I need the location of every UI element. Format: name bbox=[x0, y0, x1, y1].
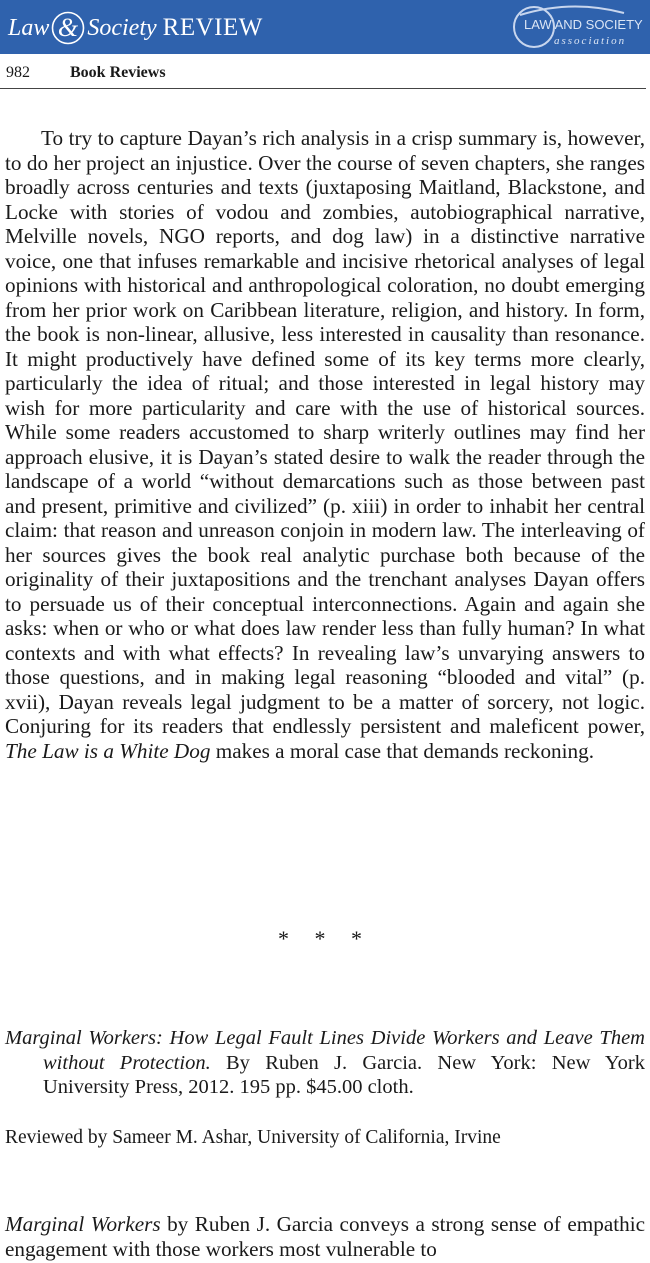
book-citation bbox=[5, 1026, 645, 1100]
journal-title-law: Law bbox=[8, 14, 50, 41]
paragraph-text-a: To try to capture Dayan’s rich analysis in a crisp summary is, however, to do her project an injustice. Over the course of seven chapters, she ranges broadly across centuries and texts (juxtaposing Maitland, Blackstone, and Locke with stories of vodou and zombies, autobiographical narrative, Melville novels, NGO reports, and dog law) in a distinctive narrative voice, one that infuses remarkable and incisive rhetorical analyses of legal opinions with historical and anthropological coloration, no doubt emerging from her prior work on Caribbean literature, religion, and history. In form, the book is non-linear, allusive, less interested in causality than resonance. It might productively have defined some of its key terms more clearly, particularly the idea of ritual; and those interested in legal history may wish for more particularity and care with the use of historical sources. While some readers accustomed to sharp writerly outlines may find her approach elusive, it is Dayan’s stated desire to walk the reader through the landscape of a world “without demarcations such as those between past and present, primitive and civilized” (p. xiii) in order to inhabit her central claim: that reason and unreason conjoin in modern law. The interleaving of her sources gives the book real analytic purchase both because of the originality of their juxtapositions and the trenchant analyses Dayan offers to persuade us of their conceptual interconnections. Again and again she asks: when or who or what does law render less than fully human? In what contexts and with what effects? In revealing law’s unvarying answers to those questions, and in making legal reasoning “blooded and vital” (p. xvii), Dayan reveals legal judgment to be a matter of sorcery, not logic. Conjuring for its readers that endlessly persistent and maleficent power, bbox=[5, 126, 645, 738]
running-head bbox=[6, 64, 644, 82]
journal-title-society: Society bbox=[87, 14, 157, 41]
citation-details: By Ruben J. Garcia. New York: New York University Press, 2012. 195 pp. $45.00 cloth. bbox=[43, 1051, 645, 1098]
review-paragraph bbox=[5, 126, 645, 763]
section-break-ornament: * * * bbox=[278, 926, 372, 951]
svg-text:&: & bbox=[58, 13, 79, 42]
journal-banner bbox=[0, 0, 650, 54]
association-logo-icon bbox=[512, 3, 643, 51]
header-rule bbox=[0, 88, 646, 89]
review-paragraph-second bbox=[5, 1212, 645, 1261]
logo-text-bottom: association bbox=[554, 35, 627, 47]
journal-title bbox=[8, 8, 263, 48]
paragraph2-text: by Ruben J. Garcia conveys a strong sense of empathic engagement with those workers most vulnerable to bbox=[5, 1212, 645, 1261]
section-label: Book Reviews bbox=[70, 64, 166, 81]
page-number: 982 bbox=[6, 64, 30, 81]
ampersand-icon bbox=[51, 11, 85, 45]
logo-text-top: LAW AND SOCIETY bbox=[524, 17, 643, 32]
journal-title-review: REVIEW bbox=[162, 14, 263, 41]
reviewer-line: Reviewed by Sameer M. Ashar, University of California, Irvine bbox=[5, 1127, 501, 1148]
paragraph-text-b: makes a moral case that demands reckoning. bbox=[210, 738, 595, 763]
book-title-inline: The Law is a White Dog bbox=[5, 738, 211, 763]
book-title-inline-second: Marginal Workers bbox=[5, 1212, 161, 1236]
citation-title: Marginal Workers: How Legal Fault Lines Divide Workers and Leave Them without Protection. bbox=[5, 1027, 645, 1074]
